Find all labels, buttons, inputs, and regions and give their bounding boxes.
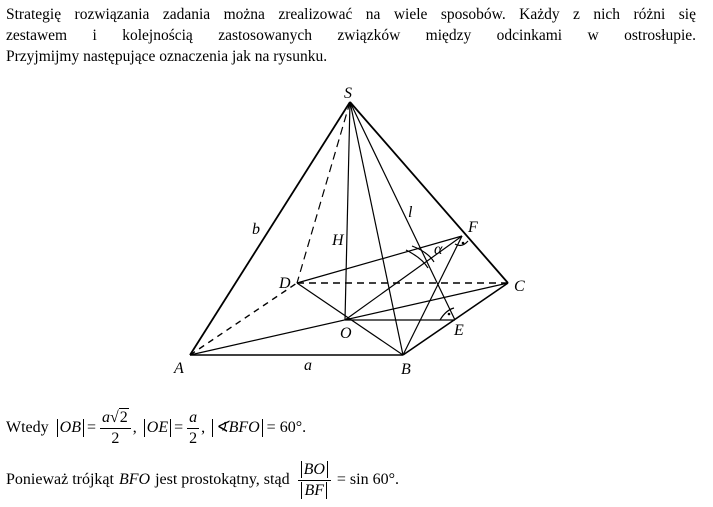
- frac-oe: [187, 409, 199, 448]
- label-O: O: [340, 325, 352, 342]
- abs-oe: OE: [144, 419, 171, 437]
- frac-ob-sqrt: 2: [119, 408, 128, 426]
- segment-OF: [345, 236, 462, 320]
- frac-ob-denominator: 2: [111, 429, 120, 447]
- label-B: B: [401, 361, 411, 378]
- label-a: a: [304, 357, 312, 374]
- sqrt-symbol: √: [110, 408, 119, 426]
- frac-ob-numerator: [100, 409, 131, 429]
- edge-SD-hidden: [297, 102, 350, 283]
- label-C: C: [514, 278, 525, 295]
- edge-SA: [190, 102, 350, 355]
- edge-BC: [403, 283, 508, 355]
- formula-sine: [6, 455, 399, 505]
- frac-oe-denominator: 2: [189, 429, 198, 447]
- label-b: b: [252, 221, 260, 238]
- intro-line-3: Przyjmijmy następujące oznaczenia jak na rysunku.: [6, 48, 328, 65]
- abs-bo: BO: [301, 461, 328, 478]
- label-alpha: α: [434, 241, 443, 258]
- formula1-lead: Wtedy: [6, 419, 49, 436]
- abs-bf: BF: [301, 482, 327, 499]
- abs-angle: ∢BFO: [212, 419, 263, 437]
- label-F: F: [468, 219, 478, 236]
- intro-line-1: Strategię rozwiązania zadania można zrealizować na wiele sposobów. Każdy z nich różni się: [6, 6, 696, 23]
- frac-ob: [100, 409, 131, 448]
- edge-AD-hidden: [190, 283, 297, 355]
- formula2-lead: Ponieważ trójkąt: [6, 471, 114, 488]
- frac-bo-bf: [298, 461, 331, 500]
- frac-bo-numerator: [298, 461, 331, 481]
- formula1-eq2: =: [174, 419, 184, 436]
- frac-oe-numerator: a: [187, 409, 199, 429]
- frac-bf-denominator: [298, 481, 330, 500]
- formula2-middle: jest prostokątny, stąd: [155, 471, 290, 488]
- formula1-sep1: ,: [132, 419, 137, 436]
- label-H: H: [332, 232, 344, 249]
- frac-ob-a: a: [102, 408, 111, 426]
- abs-ob: OB: [57, 419, 84, 437]
- formula1-eq3: = 60°.: [266, 419, 307, 436]
- label-D: D: [279, 275, 291, 292]
- formula1-sep2: ,: [201, 419, 206, 436]
- right-angle-dot-E: [448, 313, 451, 316]
- right-angle-mark-F: [455, 241, 468, 245]
- label-E: E: [454, 322, 464, 339]
- apothem-SE: [350, 102, 455, 320]
- intro-line-2: zestawem i kolejnością zastosowanych związków między odcinkami w ostrosłupie.: [6, 27, 696, 44]
- formula1-eq1: =: [86, 419, 97, 436]
- label-S: S: [344, 85, 352, 102]
- formula-lengths: [6, 400, 306, 456]
- formula2-rhs: = sin 60°.: [336, 471, 399, 488]
- formula2-triangle: BFO: [118, 471, 151, 488]
- right-angle-dot-F: [462, 242, 465, 245]
- height-SO: [345, 102, 350, 320]
- label-l: l: [408, 204, 413, 221]
- diag-DB: [297, 283, 403, 355]
- label-A: A: [174, 360, 184, 377]
